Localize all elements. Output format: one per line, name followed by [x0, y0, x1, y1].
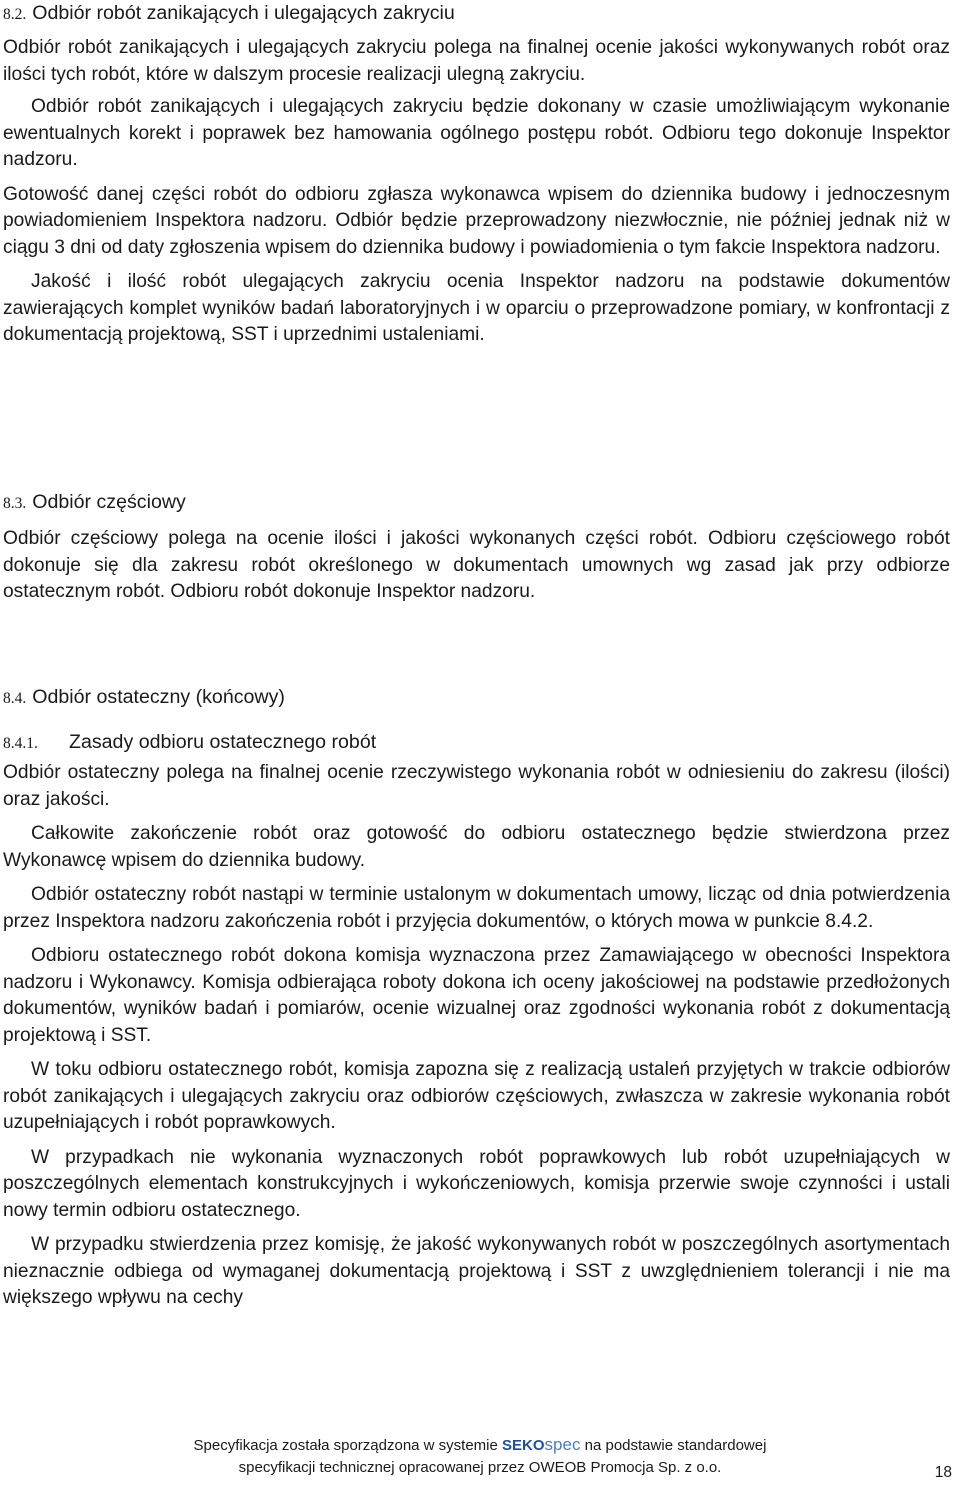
section-heading-8-4-1	[3, 729, 376, 757]
section-heading-8-3	[3, 489, 186, 517]
section-8-4-1-body	[3, 760, 950, 1312]
section-8-2-body	[3, 35, 950, 349]
section-heading-8-4	[3, 684, 285, 712]
paragraph: Odbiór ostateczny robót nastąpi w terminie ustalonym w dokumentach umowy, licząc od dnia potwierdzenia przez Inspektora nadzoru zakończenia robót i przyjęcia dokumentów, o których mowa w punkcie 8.4.2.	[3, 884, 950, 932]
section-title: Odbiór robót zanikających i ulegających zakryciu	[32, 2, 455, 24]
footer-line-1	[0, 1434, 960, 1457]
section-heading-8-2	[3, 0, 455, 28]
paragraph: Całkowite zakończenie robót oraz gotowość do odbioru ostatecznego będzie stwierdzona przez Wykonawcę wpisem do dziennika budowy.	[3, 823, 950, 871]
page-footer	[0, 1434, 960, 1479]
paragraph: W przypadkach nie wykonania wyznaczonych robót poprawkowych lub robót uzupełniających w poszczególnych elementach konstrukcyjnych i wykończeniowych, komisja przerwie swoje czynności i ustali nowy termin odbioru ostatecznego.	[3, 1146, 950, 1221]
section-title: Odbiór ostateczny (końcowy)	[32, 686, 285, 708]
section-number: 8.4.	[3, 690, 27, 707]
paragraph: Odbiór robót zanikających i ulegających zakryciu polega na finalnej ocenie jakości wykonywanych robót oraz ilości tych robót, które w dalszym procesie realizacji ulegną zakryciu.	[3, 37, 950, 85]
paragraph: W przypadku stwierdzenia przez komisję, że jakość wykonywanych robót w poszczególnych asortymentach nieznacznie odbiega od wymaganej dokumentacją projektową i SST z uwzględnieniem tolerancji i nie ma większego wpływu na cechy	[3, 1234, 950, 1308]
footer-text: na podstawie standardowej	[580, 1437, 767, 1454]
section-number: 8.4.1.	[3, 735, 38, 752]
footer-line-2: specyfikacji technicznej opracowanej przez OWEOB Promocja Sp. z o.o.	[238, 1459, 722, 1476]
paragraph: Odbiór robót zanikających i ulegających zakryciu będzie dokonany w czasie umożliwiającym wykonanie ewentualnych korekt i poprawek bez hamowania ogólnego postępu robót. Odbioru tego dokonuje Inspektor nadzoru.	[3, 96, 950, 170]
section-title: Odbiór częściowy	[32, 491, 186, 513]
page-number: 18	[934, 1464, 952, 1481]
section-number: 8.2.	[3, 6, 27, 23]
paragraph: Odbiór ostateczny polega na finalnej ocenie rzeczywistego wykonania robót w odniesieniu do zakresu (ilości) oraz jakości.	[3, 762, 950, 810]
brand-logo-spec: spec	[544, 1435, 581, 1454]
section-8-3-body	[3, 526, 950, 606]
paragraph: Gotowość danej części robót do odbioru zgłasza wykonawca wpisem do dziennika budowy i jednoczesnym powiadomieniem Inspektora nadzoru. Odbiór będzie przeprowadzony niezwłocznie, nie później jednak niż w ciągu 3 dni od daty zgłoszenia wpisem do dziennika budowy i powiadomienia o tym fakcie Inspektora nadzoru.	[3, 183, 950, 258]
brand-logo-seko: SEKO	[502, 1437, 545, 1454]
paragraph: Odbiór częściowy polega na ocenie ilości i jakości wykonanych części robót. Odbioru częściowego robót dokonuje się dla zakresu robót określonego w dokumentach umownych wg zasad jak przy odbiorze ostatecznym robót. Odbioru robót dokonuje Inspektor nadzoru.	[3, 528, 950, 602]
paragraph: Jakość i ilość robót ulegających zakryciu ocenia Inspektor nadzoru na podstawie dokumentów zawierających komplet wyników badań laboratoryjnych i w oparciu o przeprowadzone pomiary, w konfrontacji z dokumentacją projektową, SST i uprzednimi ustaleniami.	[3, 271, 950, 345]
paragraph: Odbioru ostatecznego robót dokona komisja wyznaczona przez Zamawiającego w obecności Inspektora nadzoru i Wykonawcy. Komisja odbierająca roboty dokona ich oceny jakościowej na podstawie przedłożonych dokumentów, wyników badań i pomiarów, ocenie wizualnej oraz zgodności wykonania robót z dokumentacją projektową i SST.	[3, 945, 950, 1046]
footer-text: Specyfikacja została sporządzona w systemie	[193, 1437, 503, 1454]
paragraph: W toku odbioru ostatecznego robót, komisja zapozna się z realizacją ustaleń przyjętych w trakcie odbiorów robót zanikających i ulegających zakryciu oraz odbiorów częściowych, zwłaszcza w zakresie wykonania robót uzupełniających i robót poprawkowych.	[3, 1059, 950, 1133]
section-title: Zasady odbioru ostatecznego robót	[69, 731, 377, 753]
section-number: 8.3.	[3, 495, 27, 512]
